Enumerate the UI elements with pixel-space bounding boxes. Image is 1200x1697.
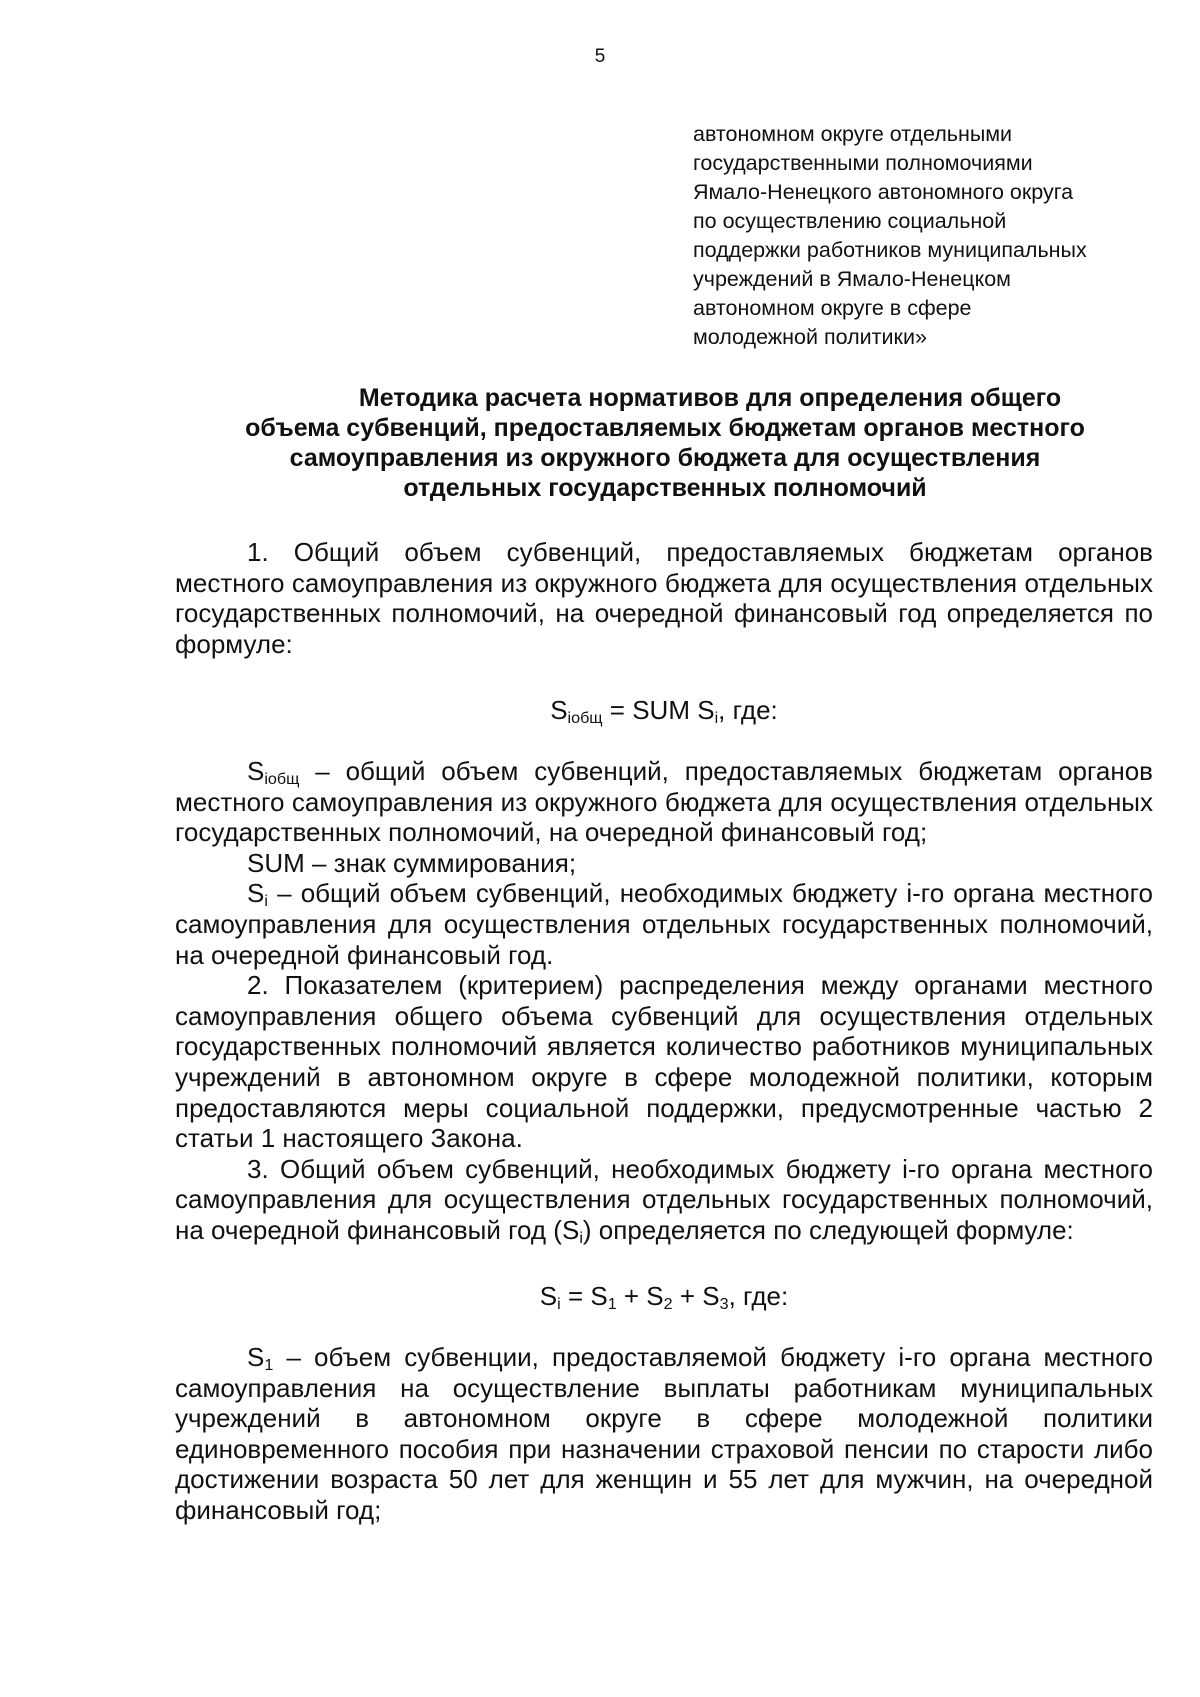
header-line: автономном округе в сфере bbox=[693, 296, 972, 320]
header-line: Ямало-Ненецкого автономного округа bbox=[693, 180, 1074, 204]
paragraph-1: 1. Общий объем субвенций, предоставляемых бюджетам органов местного самоуправления из окружного бюджета для осуществления отдельных государственных полномочий, на очередной финансовый год определяется по формуле: bbox=[175, 537, 1153, 659]
formula-subscript: 2 bbox=[663, 1295, 673, 1314]
formula-subscript: 3 bbox=[719, 1295, 729, 1314]
definition-text: – общий объем субвенций, предоставляемых бюджетам органов местного самоуправления из окружного бюджета для осуществления отдельных государственных полномочий, на очередной финансовый год; bbox=[175, 755, 1153, 848]
formula-subscript: 1 bbox=[607, 1295, 617, 1314]
paragraph-text: ) определяется по следующей формуле: bbox=[582, 1214, 1074, 1245]
page-number: 5 bbox=[594, 46, 606, 67]
definition-text: – общий объем субвенций, необходимых бюджету i-го органа местного самоуправления для осуществления отдельных государственных полномочий, на очередной финансовый год. bbox=[175, 878, 1153, 970]
paragraph-subscript: i bbox=[579, 1228, 583, 1247]
document-title bbox=[170, 383, 1160, 503]
definition-s1 bbox=[175, 1342, 1153, 1526]
definition-subscript: iобщ bbox=[264, 769, 300, 788]
definition-si bbox=[175, 878, 1153, 970]
formula-symbol: S bbox=[550, 695, 568, 726]
definition-symbol: S bbox=[247, 1342, 265, 1373]
formula-total bbox=[175, 695, 1153, 726]
header-line: по осуществлению социальной bbox=[693, 209, 1007, 233]
formula-subscript: i bbox=[714, 709, 719, 728]
definition-subscript: i bbox=[264, 892, 268, 911]
formula-text: + S bbox=[672, 1281, 720, 1312]
title-line-1: Методика расчета нормативов для определения общего bbox=[358, 384, 1062, 412]
definition-subscript: 1 bbox=[264, 1356, 274, 1375]
formula-text: , где: bbox=[728, 1281, 789, 1312]
paragraph-2: 2. Показателем (критерием) распределения между органами местного самоуправления общего объема субвенций для осуществления отдельных государственных полномочий является количество работников муниципальных учреждений в автономном округе в сфере молодежной политики, которым предоставляются меры социальной поддержки, предусмотренные частью 2 статьи 1 настоящего Закона. bbox=[175, 970, 1153, 1154]
header-line: учреждений в Ямало-Ненецком bbox=[693, 267, 1011, 291]
formula-symbol: S bbox=[539, 1281, 558, 1312]
document-body bbox=[175, 537, 1153, 1526]
header-line: автономном округе отдельными bbox=[693, 122, 1013, 146]
definition-symbol: S bbox=[247, 755, 265, 786]
definition-total bbox=[175, 756, 1153, 848]
header-block bbox=[693, 120, 1163, 352]
formula-subscript: i bbox=[557, 1295, 561, 1314]
definition-sum: SUM – знак суммирования; bbox=[247, 847, 577, 878]
header-line: поддержки работников муниципальных bbox=[693, 238, 1087, 262]
header-line: молодежной политики» bbox=[693, 325, 927, 349]
definition-symbol: S bbox=[247, 878, 265, 909]
paragraph-text: 3. Общий объем субвенций, необходимых бюджету i-го органа местного самоуправления для осуществления отдельных государственных полномочий, на очередной финансовый год (S bbox=[175, 1153, 1153, 1245]
definition-text: – объем субвенции, предоставляемой бюджету i-го органа местного самоуправления на осуществление выплаты работникам муниципальных учреждений в автономном округе в сфере молодежной политики единовременного пособия при назначении страховой пенсии по старости либо достижении возраста 50 лет для женщин и 55 лет для мужчин, на очередной финансовый год; bbox=[175, 1342, 1153, 1526]
title-line-2: объема субвенций, предоставляемых бюджетам органов местного bbox=[245, 414, 1085, 442]
formula-text: + S bbox=[616, 1281, 664, 1312]
formula-text: , где: bbox=[718, 695, 778, 726]
header-line: государственными полномочиями bbox=[693, 151, 1033, 175]
formula-text: = SUM S bbox=[602, 695, 715, 726]
formula-subscript: iобщ bbox=[567, 709, 603, 728]
formula-si bbox=[175, 1281, 1153, 1312]
formula-text: = S bbox=[560, 1281, 608, 1312]
paragraph-3 bbox=[175, 1154, 1153, 1246]
title-line-3: самоуправления из окружного бюджета для осуществления bbox=[289, 444, 1041, 472]
title-line-4: отдельных государственных полномочий bbox=[403, 474, 927, 502]
